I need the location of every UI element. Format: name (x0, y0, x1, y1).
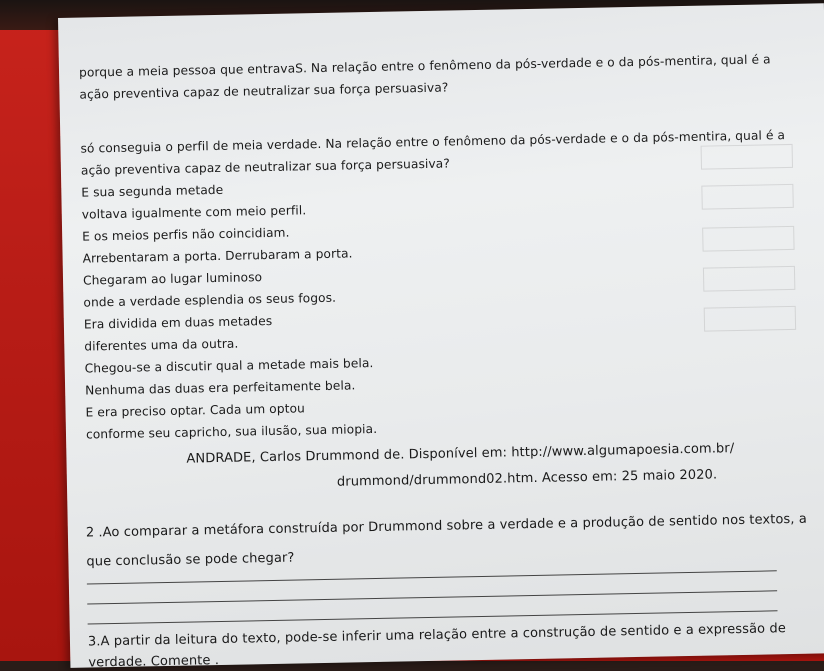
poem-line: Era dividida em duas metades (83, 313, 273, 332)
poem-line: E era preciso optar. Cada um optou (85, 401, 306, 420)
citation-line-2: drummond/drummond02.htm. Acesso em: 25 maio 2020. (336, 467, 718, 490)
show-through-box (703, 266, 795, 292)
poem-line: E os meios perfis não coincidiam. (82, 225, 290, 244)
poem-line: onde a verdade esplendia os seus fogos. (83, 290, 337, 310)
poem-line: Chegou-se a discutir qual a metade mais bela. (84, 356, 374, 376)
repeated-question-line-2: ação preventiva capaz de neutralizar sua força persuasiva? (80, 156, 451, 178)
intro-question-line-2: ação preventiva capaz de neutralizar sua força persuasiva? (79, 80, 449, 102)
citation-line-1: ANDRADE, Carlos Drummond de. Disponível em: http://www.algumapoesia.com.br/ (186, 441, 735, 467)
poem-line: E sua segunda metade (81, 182, 224, 200)
poem-line: Chegaram ao lugar luminoso (82, 270, 263, 288)
poem-line: Nenhuma das duas era perfeitamente bela. (85, 378, 356, 398)
worksheet-paper (58, 3, 824, 671)
poem-line: Arrebentaram a porta. Derrubaram a porta. (82, 246, 353, 266)
question-2-line-2: que conclusão se pode chegar? (86, 550, 295, 570)
show-through-box (704, 306, 796, 332)
question-3-line-1: 3.A partir da leitura do texto, pode-se inferir uma relação entre a construção de sentido e a expressão de (87, 621, 787, 650)
show-through-box (702, 226, 794, 252)
repeated-question-line-1: só conseguia o perfil de meia verdade. Na relação entre o fenômeno da pós-verdade e o da pós-mentira, qual é a (80, 128, 786, 156)
answer-line-q2[interactable] (87, 570, 777, 584)
poem-line: conforme seu capricho, sua ilusão, sua miopia. (85, 421, 378, 442)
question-2-line-1: 2 .Ao comparar a metáfora construída por Drummond sobre a verdade e a produção de sentido nos textos, a (85, 511, 808, 541)
show-through-box (701, 144, 793, 170)
poem-line: voltava igualmente com meio perfil. (81, 203, 307, 222)
intro-question-line-1: porque a meia pessoa que entravaS. Na relação entre o fenômeno da pós-verdade e o da pós-mentira, qual é a (78, 52, 771, 80)
show-through-box (701, 184, 793, 210)
poem-line: diferentes uma da outra. (84, 336, 239, 354)
answer-line-q2[interactable] (87, 590, 777, 604)
question-3-line-2: verdade. Comente . (88, 653, 220, 671)
